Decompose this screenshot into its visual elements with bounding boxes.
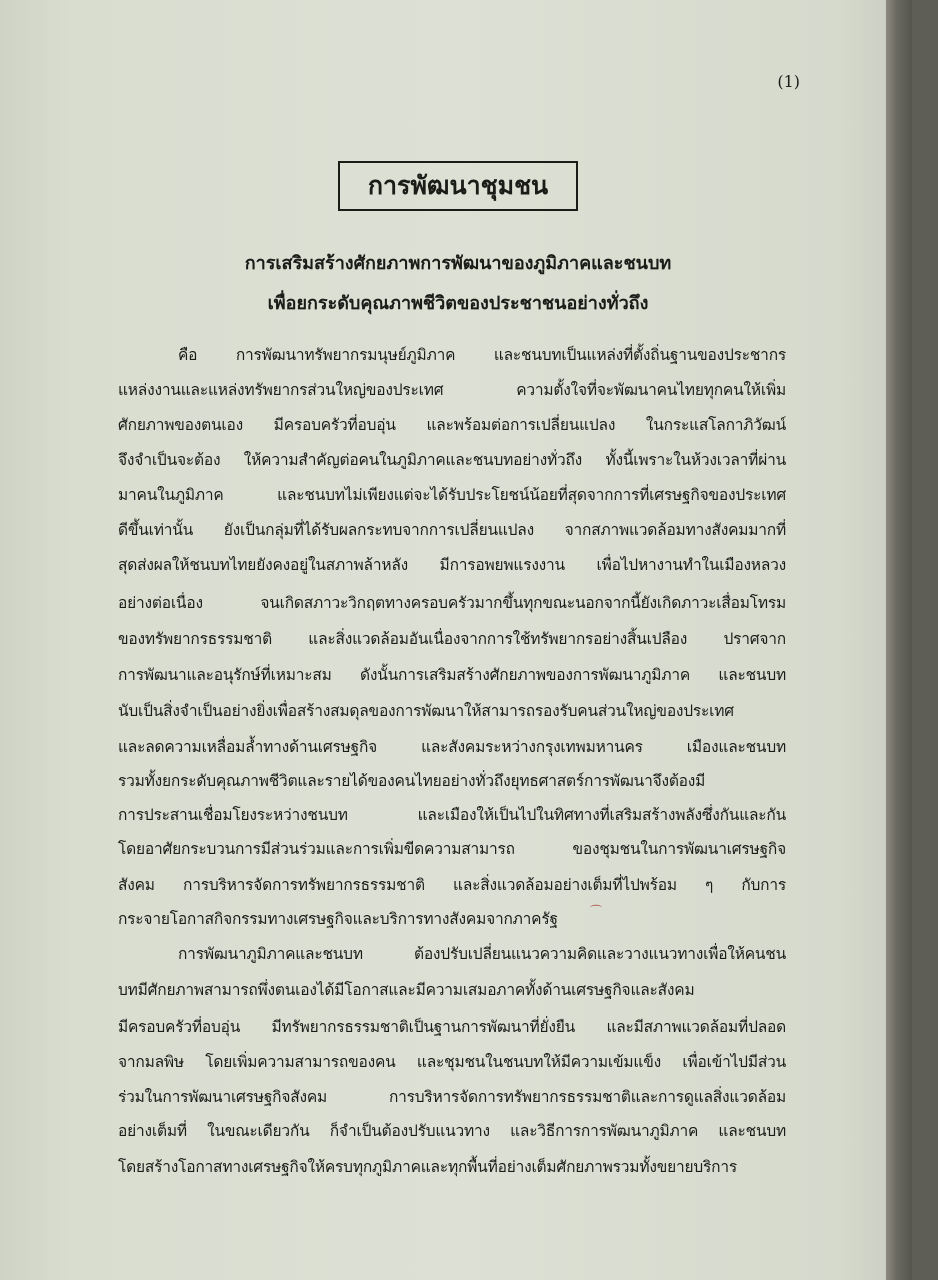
ink-mark: ⌒ <box>590 904 603 918</box>
paragraph-1-line: สุดส่งผลให้ชนบทไทยยังคงอยู่ในสภาพล้าหลัง มีการอพยพแรงงาน เพื่อไปหางานทำในเมืองหลวง <box>118 556 786 574</box>
paragraph-2-line: โดยสร้างโอกาสทางเศรษฐกิจให้ครบทุกภูมิภาคและทุกพื้นที่อย่างเต็มศักยภาพรวมทั้งขยายบริการ <box>118 1158 737 1176</box>
paragraph-1-line: นับเป็นสิ่งจำเป็นอย่างยิ่งเพื่อสร้างสมดุลของการพัฒนาให้สามารถรองรับคนส่วนใหญ่ของประเทศ <box>118 702 734 720</box>
paragraph-2-line: จากมลพิษ โดยเพิ่มความสามารถของคน และชุมชนในชนบทให้มีความเข้มแข็ง เพื่อเข้าไปมีส่วน <box>118 1053 786 1071</box>
paragraph-1-line: จึงจำเป็นจะต้อง ให้ความสำคัญต่อคนในภูมิภาคและชนบทอย่างทั่วถึง ทั้งนี้เพราะในห้วงเวลาที่ผ่าน <box>118 451 786 469</box>
paragraph-1-line: โดยอาศัยกระบวนการมีส่วนร่วมและการเพิ่มขีดความสามารถ ของชุมชนในการพัฒนาเศรษฐกิจ <box>118 840 786 858</box>
subtitle-line-1: การเสริมสร้างศักยภาพการพัฒนาของภูมิภาคและชนบท <box>244 253 672 274</box>
paragraph-1-line: ดีขึ้นเท่านั้น ยังเป็นกลุ่มที่ได้รับผลกระทบจากการเปลี่ยนแปลง จากสภาพแวดล้อมทางสังคมมากที่ <box>118 521 786 539</box>
page-number: (1) <box>777 72 800 91</box>
paragraph-1-line: คือ การพัฒนาทรัพยากรมนุษย์ภูมิภาค และชนบทเป็นแหล่งที่ตั้งถิ่นฐานของประชากร <box>178 346 786 364</box>
paragraph-1-line: สังคม การบริหารจัดการทรัพยากรธรรมชาติ และสิ่งแวดล้อมอย่างเต็มที่ไปพร้อม ๆ กับการ <box>118 876 786 894</box>
paragraph-1-line: ของทรัพยากรธรรมชาติ และสิ่งแวดล้อมอันเนื่องจากการใช้ทรัพยากรอย่างสิ้นเปลือง ปราศจาก <box>118 630 786 648</box>
paragraph-2-line: อย่างเต็มที่ ในขณะเดียวกัน ก็จำเป็นต้องปรับแนวทาง และวิธีการการพัฒนาภูมิภาค และชนบท <box>118 1122 786 1140</box>
paragraph-1-line: กระจายโอกาสกิจกรรมทางเศรษฐกิจและบริการทางสังคมจากภาครัฐ <box>118 910 558 928</box>
page-edge-shadow <box>886 0 912 1280</box>
paragraph-1-line: แหล่งงานและแหล่งทรัพยากรส่วนใหญ่ของประเทศ ความตั้งใจที่จะพัฒนาคนไทยทุกคนให้เพิ่ม <box>118 381 786 399</box>
paragraph-1-line: รวมทั้งยกระดับคุณภาพชีวิตและรายได้ของคนไทยอย่างทั่วถึงยุทธศาสตร์การพัฒนาจึงต้องมี <box>118 772 706 790</box>
document-title: การพัฒนาชุมชน <box>338 161 578 211</box>
paragraph-1-line: อย่างต่อเนื่อง จนเกิดสภาวะวิกฤตทางครอบครัวมากขึ้นทุกขณะนอกจากนี้ยังเกิดภาวะเสื่อมโทรม <box>118 594 786 612</box>
paragraph-1-line: มาคนในภูมิภาค และชนบทไม่เพียงแต่จะได้รับประโยชน์น้อยที่สุดจากการที่เศรษฐกิจของประเทศ <box>118 486 786 504</box>
paragraph-1-line: และลดความเหลื่อมล้ำทางด้านเศรษฐกิจ และสังคมระหว่างกรุงเทพมหานคร เมืองและชนบท <box>118 738 786 756</box>
subtitle-line-2: เพื่อยกระดับคุณภาพชีวิตของประชาชนอย่างทั่วถึง <box>267 293 649 314</box>
paragraph-1-line: การประสานเชื่อมโยงระหว่างชนบท และเมืองให้เป็นไปในทิศทางที่เสริมสร้างพลังซึ่งกันและกัน <box>118 806 786 824</box>
paragraph-2-line: มีครอบครัวที่อบอุ่น มีทรัพยากรธรรมชาติเป็นฐานการพัฒนาที่ยั่งยืน และมีสภาพแวดล้อมที่ปลอด <box>118 1018 786 1036</box>
paragraph-1-line: การพัฒนาและอนุรักษ์ที่เหมาะสม ดังนั้นการเสริมสร้างศักยภาพของการพัฒนาภูมิภาค และชนบท <box>118 666 786 684</box>
paragraph-2-line: บทมีศักยภาพสามารถพึ่งตนเองได้มีโอกาสและมีความเสมอภาคทั้งด้านเศรษฐกิจและสังคม <box>118 981 695 999</box>
paragraph-1-line: ศักยภาพของตนเอง มีครอบครัวที่อบอุ่น และพร้อมต่อการเปลี่ยนแปลง ในกระแสโลกาภิวัฒน์ <box>118 416 786 434</box>
paragraph-2-line: ร่วมในการพัฒนาเศรษฐกิจสังคม การบริหารจัดการทรัพยากรธรรมชาติและการดูแลสิ่งแวดล้อม <box>118 1088 786 1106</box>
paragraph-2-line: การพัฒนาภูมิภาคและชนบท ต้องปรับเปลี่ยนแนวความคิดและวางแนวทางเพื่อให้คนชน <box>178 945 786 963</box>
